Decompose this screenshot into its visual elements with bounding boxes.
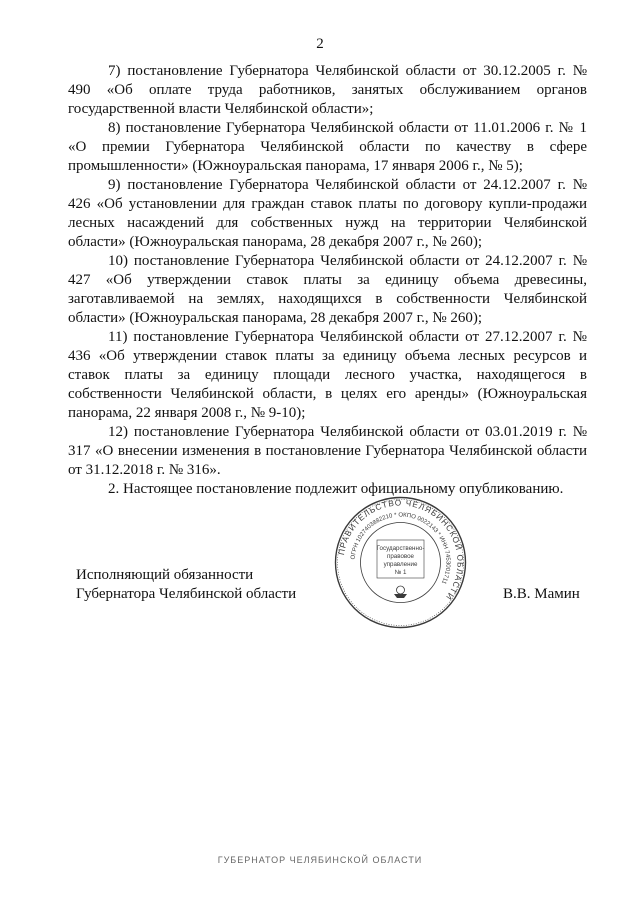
seal-emblem-icon (394, 586, 407, 598)
letterhead-footer: ГУБЕРНАТОР ЧЕЛЯБИНСКОЙ ОБЛАСТИ (217, 855, 423, 865)
seal-inner-line4: № 1 (394, 569, 407, 576)
signatory-title-line2: Губернатора Челябинской области (76, 586, 297, 602)
list-item-8: 8) постановление Губернатора Челябинской области от 11.01.2006 г. № 1 «О премии Губернатора Челябинской области по качеству в сфере промышленности» (Южноуральская панорама, 17 января 2006 г., № 5); (68, 120, 587, 174)
signatory-title-line1: Исполняющий обязанности (76, 567, 254, 583)
signatory-name: В.В. Мамин (503, 586, 580, 602)
list-item-9: 9) постановление Губернатора Челябинской области от 24.12.2007 г. № 426 «Об установлении для граждан ставок платы по договору купли-продажи лесных насаждений для собственных нужд на территории Челябинской области» (Южноуральская панорама, 28 декабря 2007 г., № 260); (68, 177, 587, 250)
document-body (68, 62, 587, 499)
list-item-7: 7) постановление Губернатора Челябинской области от 30.12.2005 г. № 490 «Об оплате труда работников, занятых обслуживанием органов государственной власти Челябинской области»; (68, 63, 587, 117)
list-item-12: 12) постановление Губернатора Челябинской области от 03.01.2019 г. № 317 «О внесении изменения в постановление Губернатора Челябинской области от 31.12.2018 г. № 316». (68, 424, 587, 478)
publication-clause: 2. Настоящее постановление подлежит официальному опубликованию. (108, 481, 564, 497)
page-number: 2 (316, 36, 324, 52)
official-seal (333, 495, 468, 630)
signatory-title (76, 566, 296, 604)
list-item-11: 11) постановление Губернатора Челябинской области от 27.12.2007 г. № 436 «Об утверждении ставок платы за единицу объема лесных ресурсов и ставок платы за единицу площади лесного участка, находящегося в собственности Челябинской области, в целях его аренды» (Южноуральская панорама, 22 января 2008 г., № 9-10); (68, 329, 587, 421)
seal-inner-line2: правовое (387, 553, 414, 560)
seal-ring-codes: ОГРН 1027403882210 * ОКПО 0022143 * ИНН 7453001711 (350, 512, 451, 585)
seal-inner-line1: Государственно- (376, 545, 425, 552)
seal-inner-line3: управление (383, 561, 418, 568)
list-item-10: 10) постановление Губернатора Челябинской области от 24.12.2007 г. № 427 «Об утверждении ставок платы за единицу объема древесины, заготавливаемой на землях, находящихся в собственности Челябинской области» (Южноуральская панорама, 28 декабря 2007 г., № 260); (68, 253, 587, 326)
seal-ring-text: ПРАВИТЕЛЬСТВО ЧЕЛЯБИНСКОЙ ОБЛАСТИ (336, 498, 465, 602)
